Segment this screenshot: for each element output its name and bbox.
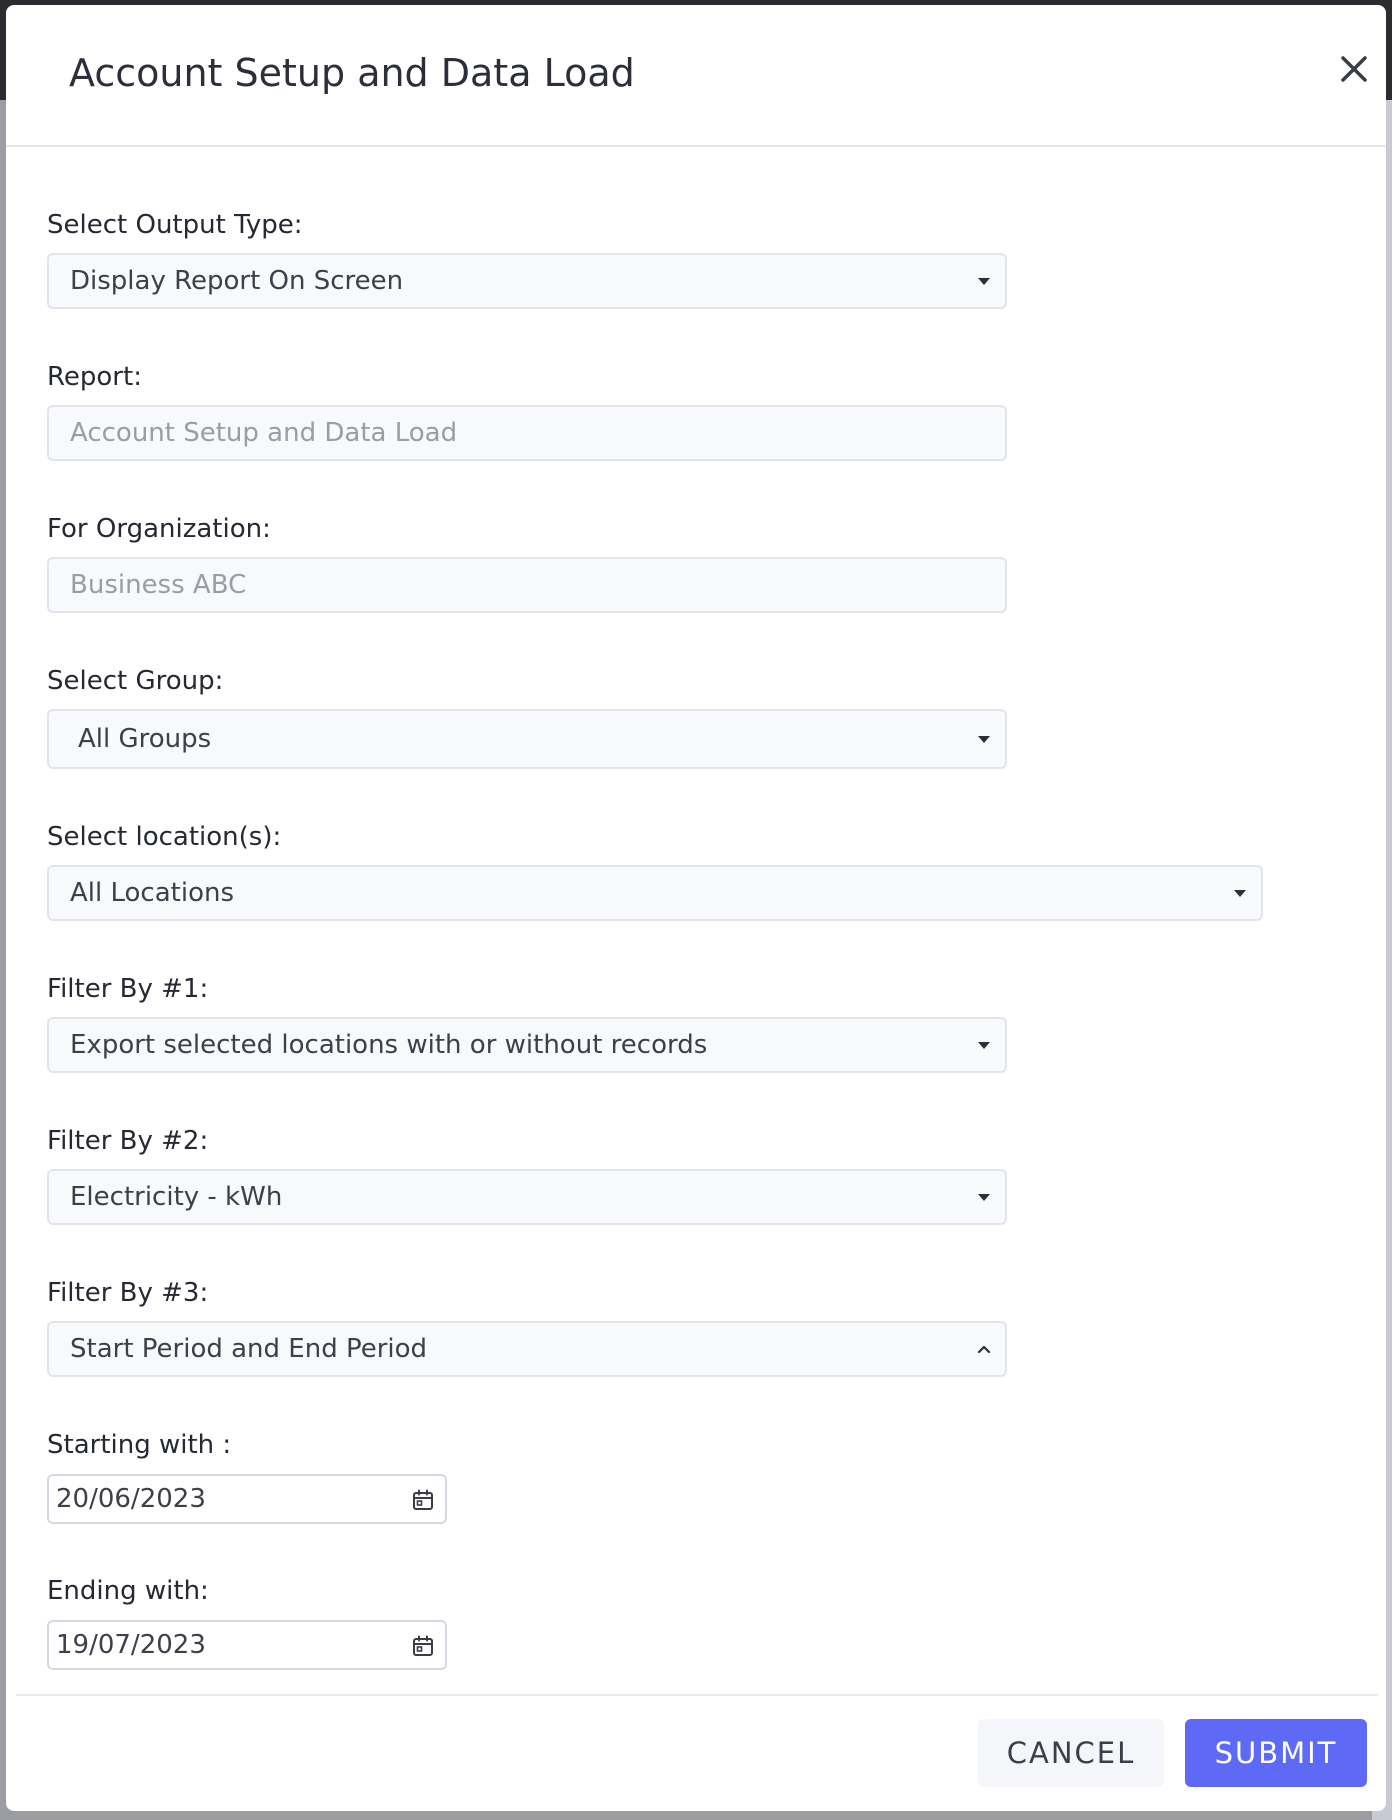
report-field — [47, 405, 1007, 461]
end-date-input[interactable] — [47, 1620, 447, 1670]
close-button[interactable] — [1330, 45, 1378, 93]
report-label: Report: — [47, 362, 142, 392]
filter3-select[interactable] — [47, 1321, 1007, 1377]
filter2-value: Electricity - kWh — [70, 1182, 283, 1212]
filter1-label: Filter By #1: — [47, 974, 209, 1004]
group-value: All Groups — [78, 724, 212, 754]
close-icon — [1330, 45, 1378, 93]
caret-down-icon — [973, 1034, 995, 1056]
organization-field — [47, 557, 1007, 613]
cancel-button[interactable]: CANCEL — [978, 1719, 1164, 1787]
locations-select[interactable] — [47, 865, 1263, 921]
start-date-value: 20/06/2023 — [56, 1484, 206, 1514]
start-date-input[interactable] — [47, 1474, 447, 1524]
filter3-value: Start Period and End Period — [70, 1334, 428, 1364]
calendar-icon[interactable] — [411, 1488, 435, 1512]
caret-down-icon — [973, 728, 995, 750]
output-type-value: Display Report On Screen — [70, 266, 404, 296]
filter2-select[interactable] — [47, 1169, 1007, 1225]
group-select[interactable] — [47, 709, 1007, 769]
end-date-label: Ending with: — [47, 1576, 209, 1606]
organization-value: Business ABC — [70, 570, 247, 600]
filter1-value: Export selected locations with or without records — [70, 1030, 708, 1060]
output-type-label: Select Output Type: — [47, 210, 303, 240]
modal-header — [6, 5, 1386, 147]
modal-title: Account Setup and Data Load — [69, 51, 635, 95]
end-date-value: 19/07/2023 — [56, 1630, 206, 1660]
group-label: Select Group: — [47, 666, 224, 696]
submit-button[interactable]: SUBMIT — [1185, 1719, 1367, 1787]
organization-label: For Organization: — [47, 514, 271, 544]
caret-down-icon — [973, 1186, 995, 1208]
filter2-label: Filter By #2: — [47, 1126, 209, 1156]
report-modal — [6, 5, 1386, 1811]
output-type-select[interactable] — [47, 253, 1007, 309]
footer-divider — [16, 1694, 1378, 1696]
start-date-label: Starting with : — [47, 1430, 232, 1460]
locations-label: Select location(s): — [47, 822, 282, 852]
caret-down-icon — [1229, 882, 1251, 904]
filter1-select[interactable] — [47, 1017, 1007, 1073]
chevron-up-icon — [973, 1338, 995, 1360]
report-value: Account Setup and Data Load — [70, 418, 458, 448]
caret-down-icon — [973, 270, 995, 292]
locations-value: All Locations — [70, 878, 235, 908]
calendar-icon[interactable] — [411, 1634, 435, 1658]
filter3-label: Filter By #3: — [47, 1278, 209, 1308]
